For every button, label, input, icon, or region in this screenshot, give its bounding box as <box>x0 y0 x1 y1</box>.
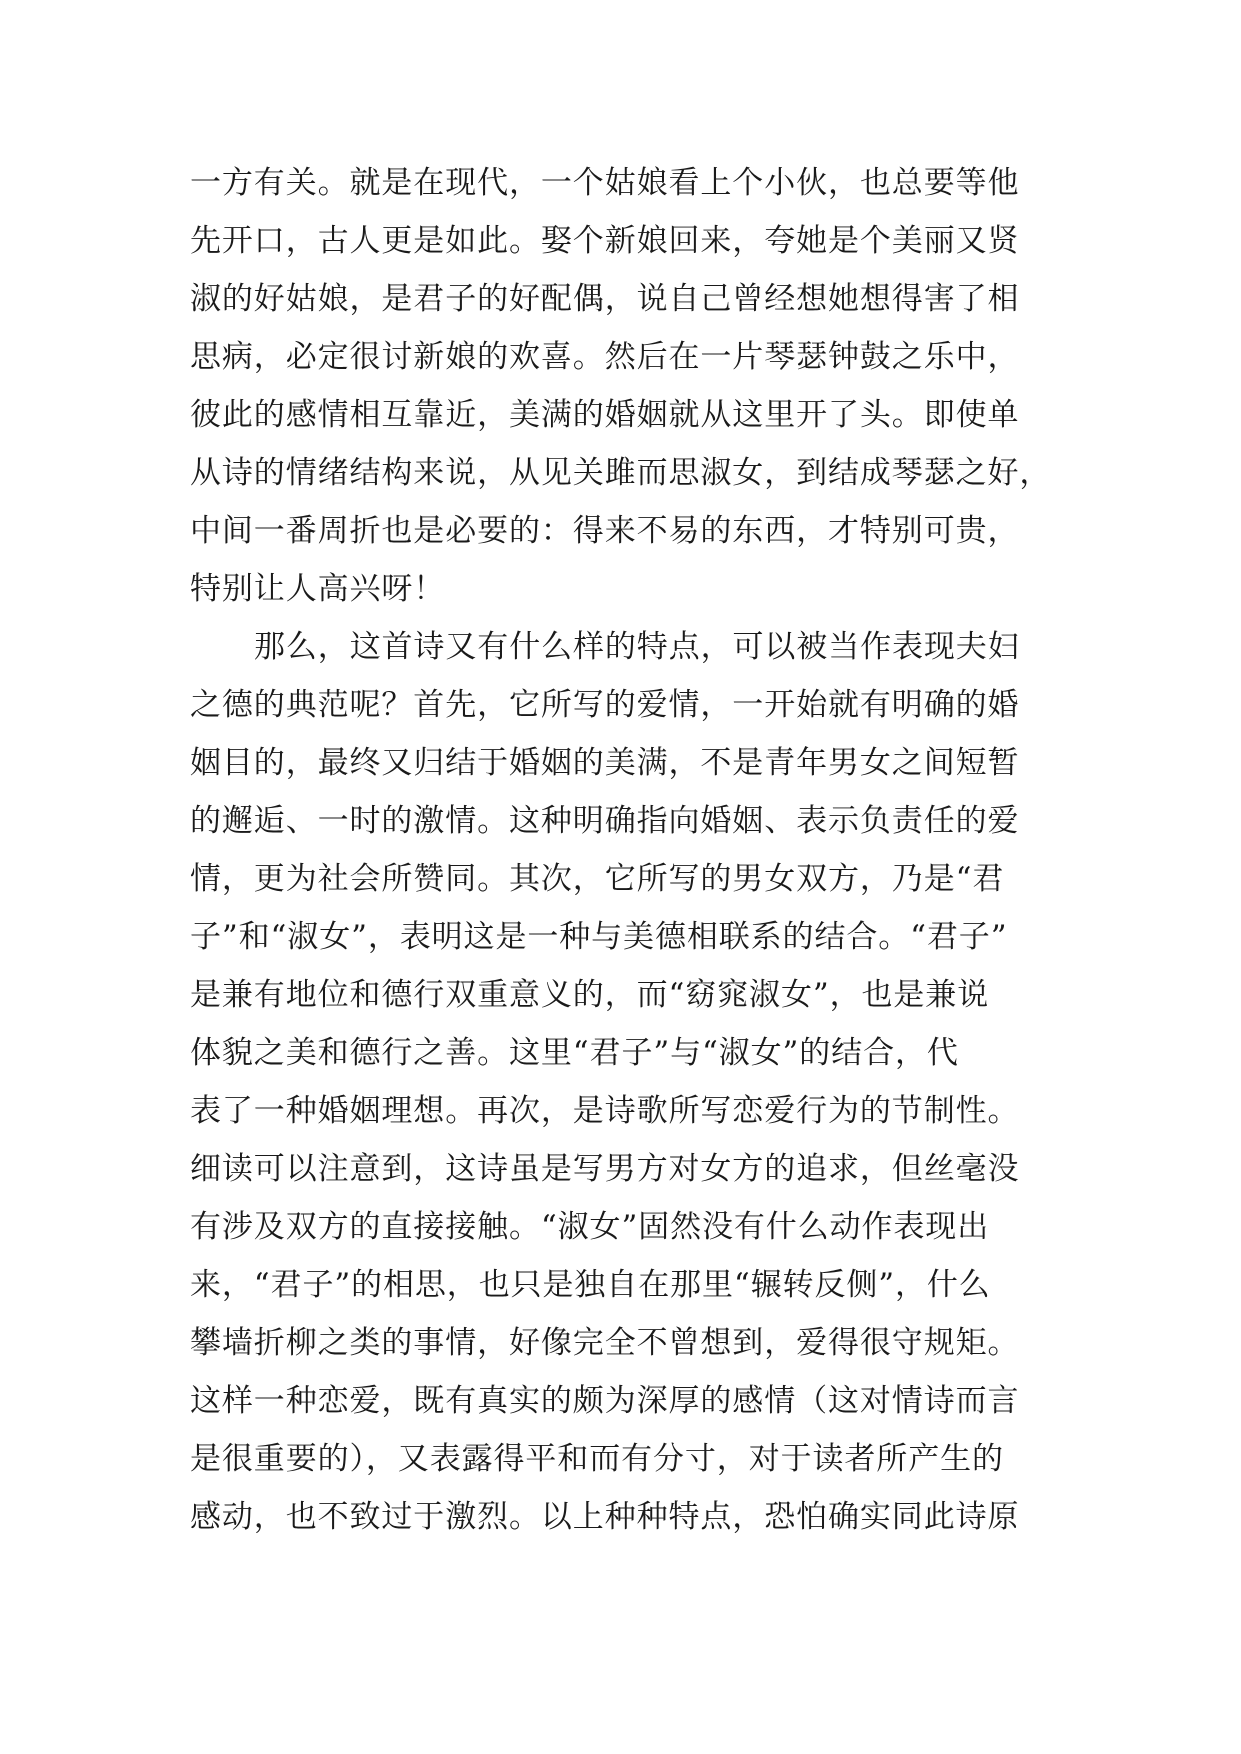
text-line: 这样一种恋爱，既有真实的颇为深厚的感情（这对情诗而言 <box>190 1383 1020 1419</box>
text-line: 思病，必定很讨新娘的欢喜。然后在一片琴瑟钟鼓之乐中， <box>190 339 1020 375</box>
text-line: 来，“君子”的相思，也只是独自在那里“辗转反侧”，什么 <box>190 1267 991 1303</box>
text-line: 之德的典范呢？首先，它所写的爱情，一开始就有明确的婚 <box>190 687 1020 723</box>
text-line: 细读可以注意到，这诗虽是写男方对女方的追求，但丝毫没 <box>190 1151 1020 1187</box>
body-text <box>190 154 1050 1546</box>
text-line: 先开口，古人更是如此。娶个新娘回来，夸她是个美丽又贤 <box>190 223 1020 259</box>
text-line: 表了一种婚姻理想。再次，是诗歌所写恋爱行为的节制性。 <box>190 1093 1020 1129</box>
text-line: 是兼有地位和德行双重意义的，而“窈窕淑女”，也是兼说 <box>190 977 990 1013</box>
text-line: 攀墙折柳之类的事情，好像完全不曾想到，爱得很守规矩。 <box>190 1325 1020 1361</box>
text-line: 是很重要的），又表露得平和而有分寸，对于读者所产生的 <box>190 1441 1004 1477</box>
text-line: 子”和“淑女”，表明这是一种与美德相联系的结合。“君子” <box>190 919 1008 955</box>
text-line: 有涉及双方的直接接触。“淑女”固然没有什么动作表现出 <box>190 1209 990 1245</box>
text-line: 体貌之美和德行之善。这里“君子”与“淑女”的结合，代 <box>190 1035 959 1071</box>
text-line: 感动，也不致过于激烈。以上种种特点，恐怕确实同此诗原 <box>190 1499 1020 1535</box>
text-line: 淑的好姑娘，是君子的好配偶，说自己曾经想她想得害了相 <box>190 281 1020 317</box>
text-line: 一方有关。就是在现代，一个姑娘看上个小伙，也总要等他 <box>190 165 1020 201</box>
text-line: 中间一番周折也是必要的：得来不易的东西，才特别可贵， <box>190 513 1020 549</box>
text-line: 的邂逅、一时的激情。这种明确指向婚姻、表示负责任的爱 <box>190 803 1020 839</box>
text-line: 姻目的，最终又归结于婚姻的美满，不是青年男女之间短暂 <box>190 745 1020 781</box>
text-line: 情，更为社会所赞同。其次，它所写的男女双方，乃是“君 <box>190 861 1005 897</box>
paragraph-start-line: 那么，这首诗又有什么样的特点，可以被当作表现夫妇 <box>254 629 1020 665</box>
text-line: 彼此的感情相互靠近，美满的婚姻就从这里开了头。即使单 <box>190 397 1020 433</box>
text-line: 特别让人高兴呀！ <box>190 571 446 607</box>
text-line: 从诗的情绪结构来说，从见关雎而思淑女，到结成琴瑟之好， <box>190 455 1052 491</box>
